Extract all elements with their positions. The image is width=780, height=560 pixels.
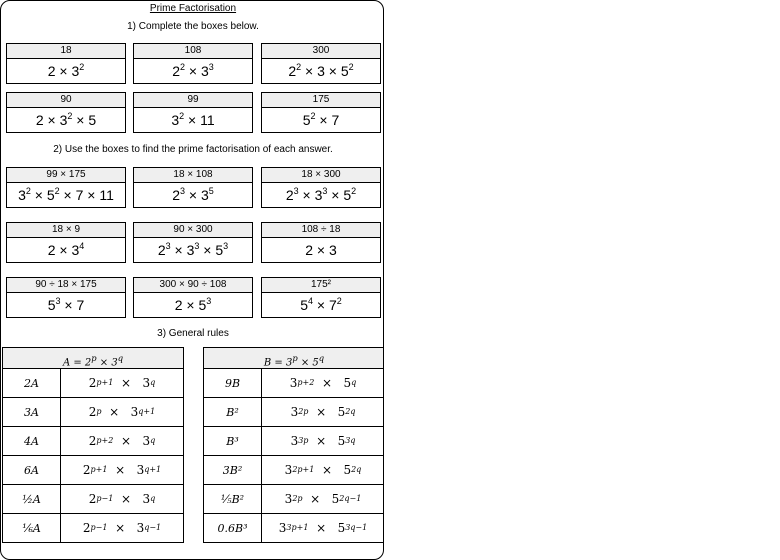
rule-row — [3, 369, 183, 398]
factor-box-answer: $2^3 \times 3^5$ — [172, 186, 214, 203]
rule-expression: 0.6B³ — [204, 514, 262, 542]
factor-box-label: 90 — [7, 93, 125, 108]
factor-box-label: 108 — [134, 44, 252, 59]
rule-table-b — [203, 347, 384, 543]
worksheet — [0, 0, 384, 560]
rule-result: 3 2p × 5 2q — [290, 405, 356, 419]
section-2-heading: 2) Use the boxes to find the prime factorisation of each answer. — [53, 144, 333, 155]
rule-expression: ⅕B² — [204, 485, 262, 513]
factor-box-label: 90 ÷ 18 × 175 — [7, 278, 125, 293]
factor-box-answer: $2^2 \times 3 \times 5^2$ — [288, 62, 354, 79]
factor-box — [133, 92, 253, 133]
factor-box-label: 99 × 175 — [7, 168, 125, 183]
factor-box-label: 300 — [262, 44, 380, 59]
rule-expression: ⅙A — [3, 514, 61, 542]
factor-box — [261, 43, 381, 84]
rule-expression: 2A — [3, 369, 61, 397]
rule-table-b-header: $B = 3^p \times 5^q$ — [204, 348, 384, 369]
rule-result: 3 2p × 5 2q−1 — [284, 492, 362, 506]
rule-row — [3, 427, 183, 456]
rule-row — [3, 398, 183, 427]
factor-box — [6, 167, 126, 208]
factor-box-label: 18 — [7, 44, 125, 59]
section-1-heading: 1) Complete the boxes below. — [127, 21, 259, 32]
factor-box — [6, 222, 126, 263]
rule-row — [204, 427, 384, 456]
rule-row — [3, 514, 183, 542]
factor-box — [133, 167, 253, 208]
factor-box — [261, 92, 381, 133]
rule-result: 2 p+1 × 3 q — [88, 376, 156, 390]
factor-box-answer: $2 \times 3^4$ — [47, 241, 85, 258]
factor-box-answer: $3^2 \times 11$ — [171, 111, 215, 128]
factor-box — [133, 43, 253, 84]
rule-result: 3 3p+1 × 5 3q−1 — [278, 521, 368, 535]
factor-box-answer: $2 \times 5^3$ — [174, 296, 212, 313]
factor-box-answer: $3^2 \times 5^2 \times 7 \times 11$ — [18, 186, 114, 203]
rule-expression: 9B — [204, 369, 262, 397]
rule-table-a — [2, 347, 184, 543]
rule-result: 2 p−1 × 3 q−1 — [82, 521, 162, 535]
factor-box-label: 175² — [262, 278, 380, 293]
rule-row — [204, 398, 384, 427]
factor-box — [133, 222, 253, 263]
rule-result: 3 2p+1 × 5 2q — [284, 463, 362, 477]
factor-box-label: 90 × 300 — [134, 223, 252, 238]
rule-result: 2 p−1 × 3 q — [88, 492, 156, 506]
factor-box-answer: $2^3 \times 3^3 \times 5^2$ — [285, 186, 357, 203]
factor-box — [6, 43, 126, 84]
factor-box-answer: $5^4 \times 7^2$ — [300, 296, 342, 313]
rule-result: 3 p+2 × 5 q — [289, 376, 357, 390]
rule-expression: 4A — [3, 427, 61, 455]
rule-row — [204, 485, 384, 514]
rule-row — [204, 514, 384, 542]
factor-box — [133, 277, 253, 318]
factor-box-answer: $5^3 \times 7$ — [47, 296, 85, 313]
factor-box-label: 99 — [134, 93, 252, 108]
rule-result: 2 p+1 × 3 q+1 — [82, 463, 162, 477]
factor-box — [6, 277, 126, 318]
rule-row — [204, 369, 384, 398]
page-title: Prime Factorisation — [149, 3, 237, 14]
rule-expression: B² — [204, 398, 262, 426]
factor-box-label: 18 × 300 — [262, 168, 380, 183]
factor-box-label: 18 × 108 — [134, 168, 252, 183]
factor-box — [261, 222, 381, 263]
factor-box-label: 300 × 90 ÷ 108 — [134, 278, 252, 293]
rule-result: 2 p+2 × 3 q — [88, 434, 156, 448]
rule-expression: B³ — [204, 427, 262, 455]
rule-result: 2 p × 3 q+1 — [88, 405, 156, 419]
rule-table-a-header: $A = 2^p \times 3^q$ — [3, 348, 183, 369]
factor-box — [6, 92, 126, 133]
factor-box — [261, 167, 381, 208]
rule-expression: 6A — [3, 456, 61, 484]
section-3-heading: 3) General rules — [157, 328, 229, 339]
factor-box-answer: $2 \times 3^2$ — [47, 62, 85, 79]
factor-box-answer: $2^3 \times 3^3 \times 5^3$ — [157, 241, 229, 258]
factor-box-answer: $2^2 \times 3^3$ — [172, 62, 214, 79]
factor-box — [261, 277, 381, 318]
factor-box-label: 18 × 9 — [7, 223, 125, 238]
rule-expression: 3B² — [204, 456, 262, 484]
factor-box-label: 175 — [262, 93, 380, 108]
factor-box-answer: $5^2 \times 7$ — [302, 111, 340, 128]
rule-result: 3 3p × 5 3q — [290, 434, 356, 448]
rule-row — [3, 485, 183, 514]
factor-box-answer: 2 × 3 — [305, 242, 337, 258]
rule-expression: 3A — [3, 398, 61, 426]
rule-row — [3, 456, 183, 485]
factor-box-answer: $2 \times 3^2 \times 5$ — [35, 111, 97, 128]
rule-row — [204, 456, 384, 485]
factor-box-label: 108 ÷ 18 — [262, 223, 380, 238]
rule-expression: ½A — [3, 485, 61, 513]
